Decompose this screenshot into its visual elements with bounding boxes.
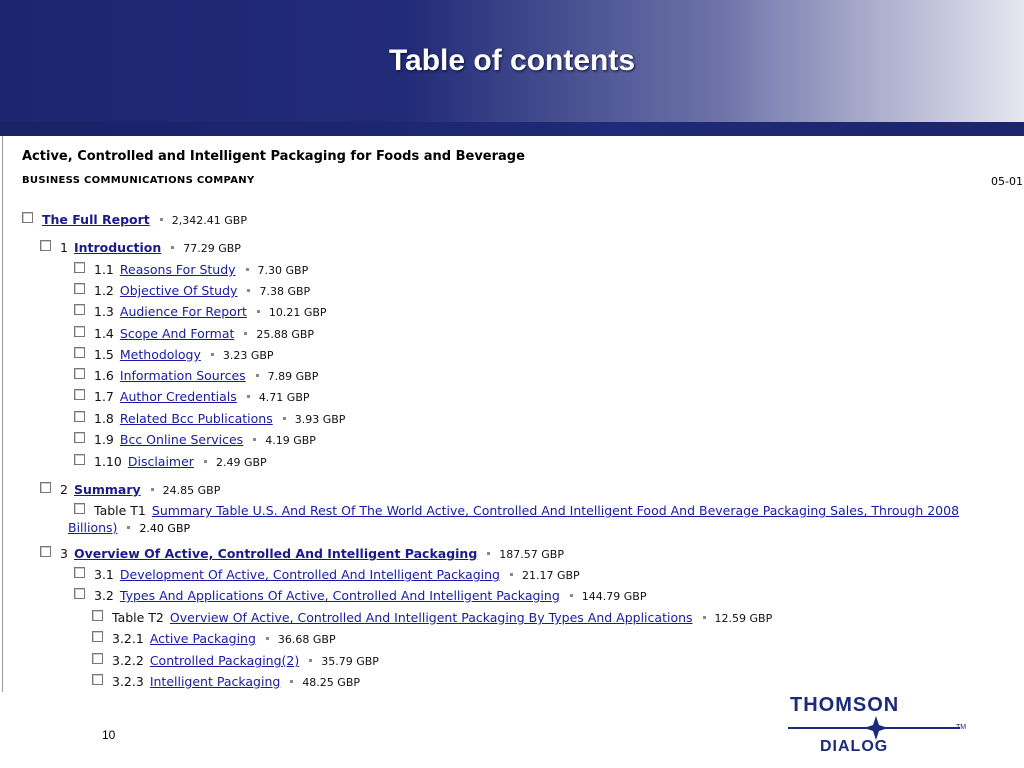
- bullet-icon: [160, 218, 163, 221]
- section-number: 2: [60, 482, 68, 497]
- toc-item-subsection: [74, 454, 267, 469]
- report-date: 05-01: [991, 175, 1023, 188]
- toc-link[interactable]: Information Sources: [119, 368, 246, 383]
- price: 2.49 GBP: [215, 456, 267, 469]
- logo-wordmark-top: THOMSON: [790, 694, 900, 716]
- section-number: 3.2.1: [112, 631, 144, 646]
- toc-item-section: [40, 546, 564, 561]
- table-number: Table T2: [112, 610, 164, 625]
- toc-link[interactable]: Summary Table U.S. And Rest Of The World Active, Controlled And Intelligent Food And Beverage Packaging Sales, Through 2008: [151, 503, 960, 518]
- toc-link[interactable]: Methodology: [119, 347, 201, 362]
- bullet-icon: [247, 289, 250, 292]
- toc-link[interactable]: Bcc Online Services: [119, 432, 244, 447]
- toc-item-subsection: [74, 326, 314, 341]
- banner-stripe: [0, 122, 1024, 136]
- toc-link[interactable]: Audience For Report: [119, 304, 247, 319]
- section-number: 1.7: [94, 389, 114, 404]
- toc-item-subsection: [74, 262, 308, 277]
- toc-item-subsection: [74, 411, 345, 426]
- toc-item-subsubsection: [92, 631, 336, 646]
- price: 3.93 GBP: [294, 413, 346, 426]
- section-number: 3.1: [94, 567, 114, 582]
- select-checkbox[interactable]: [22, 212, 33, 223]
- price: 77.29 GBP: [183, 242, 241, 255]
- toc-item-subsubsection: [92, 674, 360, 689]
- toc-item-subsection: [74, 304, 327, 319]
- publisher-name: BUSINESS COMMUNICATIONS COMPANY: [22, 175, 255, 186]
- toc-item-table-continued: [68, 520, 190, 535]
- thomson-dialog-logo: [784, 694, 974, 760]
- toc-item-table: [92, 610, 772, 625]
- toc-link[interactable]: Overview Of Active, Controlled And Intelligent Packaging: [73, 546, 478, 561]
- bullet-icon: [244, 332, 247, 335]
- select-checkbox[interactable]: [74, 588, 85, 599]
- toc-item-subsection: [74, 588, 646, 603]
- toc-link[interactable]: Active Packaging: [149, 631, 256, 646]
- toc-link[interactable]: Overview Of Active, Controlled And Intelligent Packaging By Types And Applications: [169, 610, 693, 625]
- bullet-icon: [703, 616, 706, 619]
- select-checkbox[interactable]: [40, 240, 51, 251]
- bullet-icon: [309, 659, 312, 662]
- bullet-icon: [171, 246, 174, 249]
- section-number: 1.3: [94, 304, 114, 319]
- price: 7.30 GBP: [257, 264, 309, 277]
- bullet-icon: [151, 488, 154, 491]
- toc-item-subsubsection: [92, 653, 379, 668]
- section-number: 1: [60, 240, 68, 255]
- bullet-icon: [570, 594, 573, 597]
- page-number: 10: [102, 728, 116, 742]
- price: 7.89 GBP: [267, 370, 319, 383]
- bullet-icon: [257, 310, 260, 313]
- price: 12.59 GBP: [714, 612, 773, 625]
- bullet-icon: [256, 374, 259, 377]
- section-number: 3.2.3: [112, 674, 144, 689]
- toc-item-subsection: [74, 389, 310, 404]
- section-number: 1.10: [94, 454, 122, 469]
- price: 144.79 GBP: [581, 590, 647, 603]
- logo-wordmark-bottom: DIALOG: [820, 738, 889, 755]
- select-checkbox[interactable]: [74, 567, 85, 578]
- trademark-label: TM: [956, 724, 967, 731]
- toc-link[interactable]: Introduction: [73, 240, 162, 255]
- section-number: 1.1: [94, 262, 114, 277]
- toc-item-subsection: [74, 567, 580, 582]
- select-checkbox[interactable]: [92, 631, 103, 642]
- price: 10.21 GBP: [268, 306, 327, 319]
- bullet-icon: [487, 552, 490, 555]
- select-checkbox[interactable]: [40, 482, 51, 493]
- section-number: 1.8: [94, 411, 114, 426]
- select-checkbox[interactable]: [40, 546, 51, 557]
- toc-link[interactable]: Scope And Format: [119, 326, 235, 341]
- price: 24.85 GBP: [162, 484, 221, 497]
- toc-link[interactable]: Author Credentials: [119, 389, 237, 404]
- price: 7.38 GBP: [259, 285, 311, 298]
- select-checkbox[interactable]: [74, 326, 85, 337]
- toc-item-full-report: [22, 212, 247, 227]
- toc-item-subsection: [74, 432, 316, 447]
- select-checkbox[interactable]: [74, 503, 85, 514]
- toc-item-section: [40, 482, 220, 497]
- select-checkbox[interactable]: [92, 674, 103, 685]
- bullet-icon: [283, 417, 286, 420]
- price: 187.57 GBP: [499, 548, 564, 561]
- select-checkbox[interactable]: [74, 283, 85, 294]
- select-checkbox[interactable]: [74, 262, 85, 273]
- section-number: 3.2: [94, 588, 114, 603]
- price: 35.79 GBP: [321, 655, 379, 668]
- price: 21.17 GBP: [521, 569, 580, 582]
- report-title: Active, Controlled and Intelligent Packaging for Foods and Beverage: [22, 149, 525, 164]
- bullet-icon: [266, 637, 269, 640]
- toc-link[interactable]: Types And Applications Of Active, Controlled And Intelligent Packaging: [119, 588, 560, 603]
- price: 25.88 GBP: [256, 328, 315, 341]
- select-checkbox[interactable]: [74, 454, 85, 465]
- toc-link[interactable]: The Full Report: [42, 212, 150, 227]
- toc-item-subsection: [74, 283, 310, 298]
- section-number: 1.5: [94, 347, 114, 362]
- section-number: 1.6: [94, 368, 114, 383]
- table-number: Table T1: [94, 503, 146, 518]
- price: 4.71 GBP: [258, 391, 310, 404]
- slide-title: Table of contents: [388, 44, 636, 77]
- toc-link[interactable]: Controlled Packaging(2): [149, 653, 300, 668]
- toc-link[interactable]: Related Bcc Publications: [119, 411, 273, 426]
- section-number: 1.2: [94, 283, 114, 298]
- section-number: 3: [60, 546, 68, 561]
- toc-link[interactable]: Reasons For Study: [119, 262, 236, 277]
- section-number: 1.4: [94, 326, 114, 341]
- price: 48.25 GBP: [302, 676, 361, 689]
- select-checkbox[interactable]: [74, 304, 85, 315]
- price: 36.68 GBP: [277, 633, 336, 646]
- select-checkbox[interactable]: [74, 347, 85, 358]
- report-toc-panel: [2, 136, 1024, 692]
- select-checkbox[interactable]: [74, 432, 85, 443]
- toc-item-subsection: [74, 368, 318, 383]
- toc-link[interactable]: Development Of Active, Controlled And Intelligent Packaging: [119, 567, 500, 582]
- price: 3.23 GBP: [222, 349, 274, 362]
- price: 4.19 GBP: [265, 434, 316, 447]
- toc-item-section: [40, 240, 241, 255]
- bullet-icon: [211, 353, 214, 356]
- toc-link[interactable]: Disclaimer: [127, 454, 194, 469]
- section-number: 1.9: [94, 432, 114, 447]
- select-checkbox[interactable]: [92, 610, 103, 621]
- title-banner: [0, 0, 1024, 122]
- bullet-icon: [247, 395, 250, 398]
- select-checkbox[interactable]: [74, 368, 85, 379]
- bullet-icon: [204, 460, 207, 463]
- select-checkbox[interactable]: [92, 653, 103, 664]
- toc-link[interactable]: Objective Of Study: [119, 283, 238, 298]
- toc-item-subsection: [74, 347, 274, 362]
- bullet-icon: [246, 268, 249, 271]
- bullet-icon: [127, 526, 130, 529]
- bullet-icon: [290, 680, 293, 683]
- toc-link[interactable]: Summary: [73, 482, 141, 497]
- price: 2.40 GBP: [139, 522, 191, 535]
- section-number: 3.2.2: [112, 653, 144, 668]
- toc-link-continued[interactable]: Billions): [68, 520, 118, 535]
- toc-link[interactable]: Intelligent Packaging: [149, 674, 281, 689]
- toc-item-table: [74, 503, 959, 518]
- bullet-icon: [510, 573, 513, 576]
- select-checkbox[interactable]: [74, 389, 85, 400]
- bullet-icon: [253, 438, 256, 441]
- price: 2,342.41 GBP: [171, 214, 247, 227]
- select-checkbox[interactable]: [74, 411, 85, 422]
